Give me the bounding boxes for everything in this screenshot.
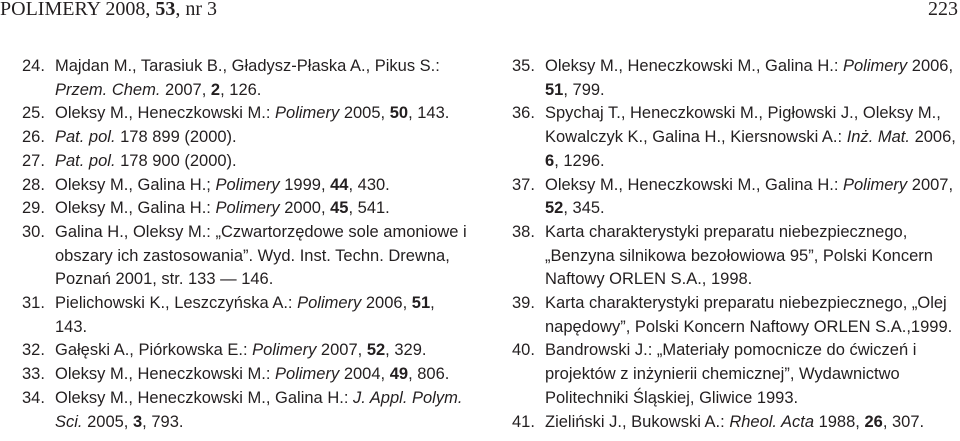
reference-text [545,57,953,99]
reference-number: 32. [22,341,45,360]
reference-item [22,363,470,387]
reference-volume: 3 [132,412,143,431]
reference-volume: 49 [389,365,409,384]
reference-segment: 1988, [814,412,865,431]
reference-segment: 2007, [160,80,211,99]
reference-segment: , 799. [563,80,605,99]
reference-item [22,339,470,363]
reference-text [55,57,440,99]
reference-text [545,176,953,218]
reference-volume: 51 [411,294,431,313]
journal-citation [0,0,217,20]
reference-source: J. Appl. Polym. Sci. [55,388,463,431]
reference-source: Polimery [215,199,280,218]
references-left-column [22,55,470,434]
reference-source: Polimery [215,175,280,194]
reference-segment: 1999, [279,175,331,194]
reference-source: Polimery [275,104,340,123]
reference-source: Polimery [297,294,362,313]
reference-segment: Karta charakterystyki preparatu niebezpiecznego, „Benzyna silnikowa bezołowiowa 95”, Polski Koncern Naftowy ORLEN S.A., 1998. [545,222,933,289]
reference-volume: 6 [545,151,555,170]
reference-item [22,387,470,434]
reference-segment: 2004, [339,365,390,384]
reference-segment: 2000, [279,199,331,218]
reference-item [22,150,470,174]
reference-number: 34. [22,388,45,407]
reference-segment: Karta charakterystyki preparatu niebezpiecznego, „Olej napędowy”, Polski Koncern Naftowy ORLEN S.A.,1999. [545,294,953,336]
issue-number: , nr 3 [175,0,218,20]
reference-number: 26. [22,128,45,147]
reference-number: 31. [22,294,45,313]
reference-text [545,294,952,336]
reference-item [22,55,470,102]
reference-segment: , 126. [220,80,262,99]
reference-volume: 51 [545,80,564,99]
reference-item [22,126,470,150]
reference-segment: Oleksy M., Galina H.: [55,199,216,218]
reference-number: 29. [22,199,45,218]
reference-item [22,221,470,292]
reference-segment: , 430. [348,175,390,194]
reference-source: Polimery [252,341,317,360]
reference-segment: , 329. [385,341,427,360]
reference-segment: , 793. [142,412,184,431]
reference-number: 38. [512,222,535,241]
reference-segment: 2005, [82,412,133,431]
reference-item [22,102,470,126]
reference-volume: 50 [389,104,409,123]
running-header [0,0,960,20]
reference-segment: Oleksy M., Heneczkowski M.: [55,104,276,123]
reference-segment: 2006, [909,128,956,147]
reference-text [55,365,449,383]
reference-text [55,341,426,359]
reference-text [55,199,390,217]
reference-number: 28. [22,175,45,194]
reference-segment: , 345. [563,199,605,218]
page-number: 223 [928,0,958,20]
reference-number: 24. [22,57,45,75]
reference-source: Polimery [843,57,908,75]
reference-segment: , 541. [348,199,390,218]
reference-segment: 2005, [339,104,390,123]
reference-text [55,104,449,122]
reference-source: Polimery [843,175,908,194]
reference-segment: 2006, [907,57,954,75]
reference-segment: Oleksy M., Heneczkowski M.: [55,365,276,384]
reference-segment: 2007, [316,341,367,360]
reference-segment: Bandrowski J.: „Materiały pomocnicze do ćwiczeń i projektów z inżynierii chemicznej”, Wydawnictwo Politechniki Śląskiej, Gliwice 1993. [545,341,917,407]
reference-segment: 178 899 (2000). [115,128,237,147]
reference-item [512,221,958,292]
reference-number: 25. [22,104,45,123]
reference-segment: Zieliński J., Bukowski A.: [545,412,730,431]
reference-segment: , 143. [55,294,435,336]
reference-item [22,197,470,221]
reference-item [512,411,958,435]
reference-segment: Oleksy M., Galina H.; [55,175,216,194]
reference-source: Pat. pol. [55,128,116,147]
reference-segment: Oleksy M., Heneczkowski M., Galina H.: [55,388,353,407]
reference-item [512,102,958,173]
reference-text [545,104,956,169]
reference-number: 35. [512,57,535,75]
reference-volume: 44 [330,175,349,194]
journal-name: POLIMERY 2008, [0,0,151,20]
reference-number: 27. [22,151,45,170]
volume-number: 53 [155,0,176,20]
reference-segment: Majdan M., Tarasiuk B., Gładysz-Płaska A., Pikus S.: [55,57,440,75]
reference-number: 37. [512,175,535,194]
reference-segment: 2006, [361,294,412,313]
references-right-column [512,55,958,434]
reference-text [545,413,924,431]
reference-segment: Oleksy M., Heneczkowski M., Galina H.: [545,175,843,194]
reference-source: Inż. Mat. [846,128,910,147]
reference-number: 36. [512,104,535,123]
reference-segment: 2007, [907,175,954,194]
reference-item [22,174,470,198]
reference-item [512,292,958,339]
reference-number: 30. [22,222,45,241]
reference-volume: 26 [864,412,883,431]
reference-number: 33. [22,365,45,384]
reference-source: Rheol. Acta [729,412,814,431]
reference-text [55,176,390,194]
reference-text [55,152,237,170]
reference-volume: 52 [366,341,386,360]
reference-source: Pat. pol. [55,151,116,170]
reference-number: 41. [512,412,535,431]
reference-text [55,223,467,288]
reference-volume: 2 [210,80,221,99]
reference-segment: 178 900 (2000). [115,151,237,170]
reference-item [512,174,958,221]
reference-text [55,128,237,146]
reference-volume: 52 [545,199,564,218]
reference-segment: , 143. [408,104,450,123]
reference-item [22,292,470,339]
reference-text [55,389,462,431]
reference-segment: , 307. [882,412,925,431]
reference-source: Przem. Chem. [55,80,161,99]
reference-segment: Oleksy M., Heneczkowski M., Galina H.: [545,57,843,75]
reference-segment: Gałęski A., Piórkowska E.: [55,341,253,360]
reference-segment: Spychaj T., Heneczkowski M., Pigłowski J., Oleksy M., Kowalczyk K., Galina H., Kiersnowski A.: [545,104,941,147]
reference-text [545,341,916,406]
reference-segment: Pielichowski K., Leszczyńska A.: [55,294,298,313]
reference-segment: , 806. [408,365,450,384]
reference-number: 40. [512,341,535,360]
reference-item [512,55,958,102]
reference-item [512,339,958,410]
reference-segment: Galina H., Oleksy M.: „Czwartorzędowe sole amoniowe i obszary ich zastosowania”. Wyd. Inst. Techn. Drewna, Poznań 2001, str. 133 — 146. [55,222,467,289]
reference-text [545,223,933,288]
reference-volume: 45 [330,199,349,218]
reference-segment: , 1296. [554,151,605,170]
reference-number: 39. [512,294,535,313]
reference-text [55,294,435,336]
reference-source: Polimery [275,365,340,384]
